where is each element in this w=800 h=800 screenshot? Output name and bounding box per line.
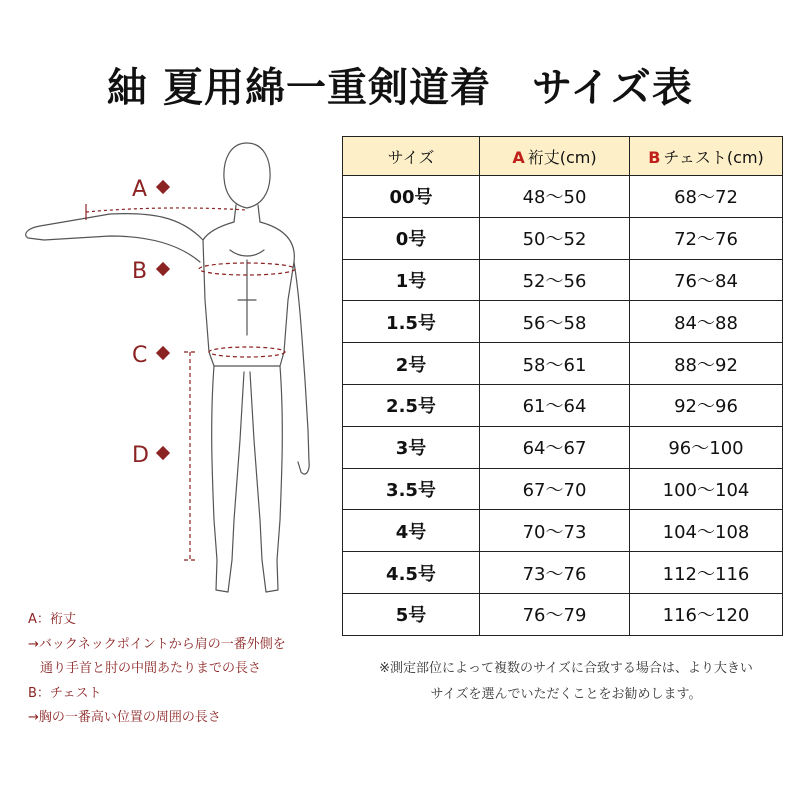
header-a	[480, 137, 630, 176]
b-cell: 112〜116	[630, 552, 783, 594]
table-row	[343, 301, 783, 343]
size-cell: 3号	[343, 426, 480, 468]
a-cell: 76〜79	[480, 593, 630, 635]
size-cell: 2.5号	[343, 384, 480, 426]
b-cell: 76〜84	[630, 259, 783, 301]
table-row	[343, 343, 783, 385]
legend-a-desc: →バックネックポイントから肩の一番外側を	[28, 636, 286, 652]
b-cell: 72〜76	[630, 217, 783, 259]
a-cell: 48〜50	[480, 176, 630, 218]
measure-c-line	[209, 347, 285, 357]
marker-c	[156, 346, 170, 360]
table-row	[343, 593, 783, 635]
b-cell: 100〜104	[630, 468, 783, 510]
measurement-legend	[28, 608, 348, 731]
table-row	[343, 468, 783, 510]
size-cell: 1.5号	[343, 301, 480, 343]
b-cell: 96〜100	[630, 426, 783, 468]
legend-a-title: A：裄丈	[28, 612, 76, 627]
legend-a-desc-cont: 通り手首と肘の中間あたりまでの長さ	[40, 661, 262, 676]
table-row	[343, 259, 783, 301]
size-cell: 3.5号	[343, 468, 480, 510]
a-cell: 61〜64	[480, 384, 630, 426]
a-cell: 56〜58	[480, 301, 630, 343]
a-cell: 64〜67	[480, 426, 630, 468]
size-cell: 1号	[343, 259, 480, 301]
size-cell: 4.5号	[343, 552, 480, 594]
left-arm-outline	[26, 214, 203, 262]
header-a-letter: A	[512, 147, 525, 167]
label-a: A	[132, 177, 148, 202]
legend-b-desc: →胸の一番高い位置の周囲の長さ	[28, 710, 221, 725]
marker-a	[156, 180, 170, 194]
size-cell: 0号	[343, 217, 480, 259]
torso-outline	[203, 222, 294, 366]
header-size: サイズ	[343, 137, 480, 176]
label-c: C	[132, 343, 148, 368]
label-b: B	[132, 259, 148, 284]
a-cell: 58〜61	[480, 343, 630, 385]
b-cell: 92〜96	[630, 384, 783, 426]
table-row	[343, 426, 783, 468]
table-row	[343, 176, 783, 218]
page-title: 紬 夏用綿一重剣道着 サイズ表	[107, 64, 693, 111]
body-measurement-figure	[0, 130, 340, 610]
a-cell: 52〜56	[480, 259, 630, 301]
right-arm-outline	[294, 262, 309, 474]
header-b	[630, 137, 783, 176]
measure-a-line	[86, 208, 246, 212]
table-row	[343, 217, 783, 259]
b-cell: 68〜72	[630, 176, 783, 218]
b-cell: 104〜108	[630, 510, 783, 552]
head-outline	[224, 143, 270, 208]
left-leg-outline	[212, 366, 244, 592]
size-chart-table	[342, 136, 783, 636]
a-cell: 70〜73	[480, 510, 630, 552]
b-cell: 84〜88	[630, 301, 783, 343]
a-cell: 50〜52	[480, 217, 630, 259]
a-cell: 73〜76	[480, 552, 630, 594]
header-b-label: チェスト(cm)	[663, 147, 764, 167]
table-header-row	[343, 137, 783, 176]
label-d: D	[132, 443, 149, 468]
legend-b-title: B：チェスト	[28, 685, 102, 701]
header-b-letter: B	[648, 147, 661, 167]
marker-b	[156, 262, 170, 276]
marker-d	[156, 446, 170, 460]
size-note	[342, 656, 790, 708]
table-row	[343, 384, 783, 426]
note-line-2: サイズを選んでいただくことをお勧めします。	[430, 687, 702, 702]
a-cell: 67〜70	[480, 468, 630, 510]
note-line-1: ※測定部位によって複数のサイズに合致する場合は、より大きい	[379, 661, 753, 676]
measure-d-line	[184, 352, 196, 560]
table-row	[343, 552, 783, 594]
header-a-label: 裄丈(cm)	[527, 147, 597, 167]
size-cell: 4号	[343, 510, 480, 552]
b-cell: 88〜92	[630, 343, 783, 385]
size-cell: 00号	[343, 176, 480, 218]
size-cell: 2号	[343, 343, 480, 385]
right-leg-outline	[250, 366, 282, 592]
b-cell: 116〜120	[630, 593, 783, 635]
table-row	[343, 510, 783, 552]
size-cell: 5号	[343, 593, 480, 635]
